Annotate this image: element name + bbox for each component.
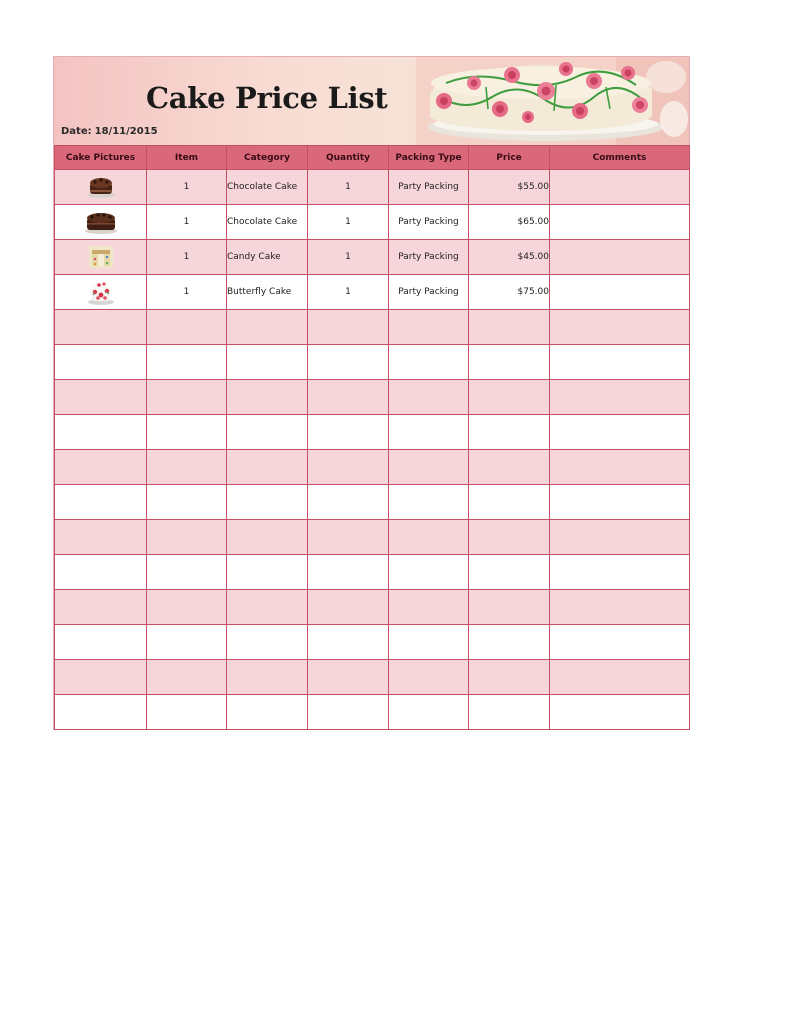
empty-cell xyxy=(469,485,550,520)
column-header: Price xyxy=(469,146,550,170)
packing-type-cell: Party Packing xyxy=(389,170,469,205)
table-header-row xyxy=(55,146,690,170)
empty-cell xyxy=(389,415,469,450)
empty-cell xyxy=(469,555,550,590)
empty-table-row xyxy=(55,555,690,590)
empty-cell xyxy=(389,380,469,415)
date-line xyxy=(61,126,158,137)
empty-cell xyxy=(308,380,389,415)
price-cell: $75.00 xyxy=(469,275,550,310)
empty-cell xyxy=(55,590,147,625)
column-header: Item xyxy=(147,146,227,170)
comments-cell xyxy=(550,170,690,205)
column-header: Cake Pictures xyxy=(55,146,147,170)
empty-cell xyxy=(308,450,389,485)
empty-cell xyxy=(227,555,308,590)
empty-cell xyxy=(147,520,227,555)
empty-cell xyxy=(389,660,469,695)
empty-cell xyxy=(550,660,690,695)
comments-cell xyxy=(550,205,690,240)
empty-cell xyxy=(389,590,469,625)
category-cell: Chocolate Cake xyxy=(227,170,308,205)
item-cell: 1 xyxy=(147,275,227,310)
empty-cell xyxy=(469,520,550,555)
price-cell: $55.00 xyxy=(469,170,550,205)
empty-cell xyxy=(227,485,308,520)
empty-cell xyxy=(389,310,469,345)
empty-table-row xyxy=(55,625,690,660)
empty-cell xyxy=(147,310,227,345)
packing-type-cell: Party Packing xyxy=(389,205,469,240)
empty-cell xyxy=(550,695,690,730)
column-header: Category xyxy=(227,146,308,170)
empty-cell xyxy=(389,520,469,555)
empty-table-row xyxy=(55,415,690,450)
empty-cell xyxy=(227,380,308,415)
empty-cell xyxy=(550,555,690,590)
empty-cell xyxy=(147,485,227,520)
packing-type-cell: Party Packing xyxy=(389,240,469,275)
empty-cell xyxy=(389,485,469,520)
empty-cell xyxy=(389,625,469,660)
table-row xyxy=(55,240,690,275)
price-cell: $65.00 xyxy=(469,205,550,240)
empty-cell xyxy=(147,660,227,695)
chocolate-cake-round-icon xyxy=(86,175,116,199)
chocolate-cake-layered-icon xyxy=(84,209,118,235)
empty-cell xyxy=(227,450,308,485)
empty-cell xyxy=(55,485,147,520)
empty-cell xyxy=(308,590,389,625)
empty-cell xyxy=(227,310,308,345)
empty-cell xyxy=(469,415,550,450)
price-cell: $45.00 xyxy=(469,240,550,275)
empty-cell xyxy=(227,695,308,730)
empty-cell xyxy=(308,555,389,590)
category-cell: Butterfly Cake xyxy=(227,275,308,310)
empty-cell xyxy=(147,695,227,730)
empty-cell xyxy=(55,380,147,415)
empty-cell xyxy=(389,555,469,590)
empty-cell xyxy=(308,660,389,695)
empty-cell xyxy=(308,415,389,450)
table-row xyxy=(55,205,690,240)
empty-cell xyxy=(55,520,147,555)
empty-table-row xyxy=(55,345,690,380)
table-row xyxy=(55,275,690,310)
empty-cell xyxy=(227,590,308,625)
empty-cell xyxy=(389,345,469,380)
price-list-sheet xyxy=(53,56,690,730)
cake-picture-cell xyxy=(55,275,147,310)
empty-table-row xyxy=(55,310,690,345)
empty-cell xyxy=(469,660,550,695)
rose-cake-image xyxy=(416,57,689,145)
empty-cell xyxy=(308,310,389,345)
empty-cell xyxy=(55,450,147,485)
header-banner xyxy=(54,57,689,145)
empty-table-row xyxy=(55,660,690,695)
quantity-cell: 1 xyxy=(308,240,389,275)
comments-cell xyxy=(550,275,690,310)
empty-cell xyxy=(55,310,147,345)
page-title: Cake Price List xyxy=(146,81,388,115)
empty-table-row xyxy=(55,450,690,485)
empty-cell xyxy=(550,450,690,485)
empty-cell xyxy=(147,345,227,380)
empty-cell xyxy=(550,310,690,345)
empty-table-row xyxy=(55,590,690,625)
column-header: Quantity xyxy=(308,146,389,170)
column-header: Packing Type xyxy=(389,146,469,170)
category-cell: Chocolate Cake xyxy=(227,205,308,240)
quantity-cell: 1 xyxy=(308,170,389,205)
table-row xyxy=(55,170,690,205)
empty-cell xyxy=(469,450,550,485)
empty-cell xyxy=(308,695,389,730)
empty-table-row xyxy=(55,380,690,415)
empty-cell xyxy=(469,310,550,345)
empty-cell xyxy=(308,345,389,380)
empty-cell xyxy=(55,555,147,590)
empty-cell xyxy=(55,415,147,450)
empty-table-row xyxy=(55,695,690,730)
empty-cell xyxy=(469,380,550,415)
item-cell: 1 xyxy=(147,205,227,240)
packing-type-cell: Party Packing xyxy=(389,275,469,310)
empty-cell xyxy=(308,520,389,555)
item-cell: 1 xyxy=(147,240,227,275)
empty-cell xyxy=(55,625,147,660)
empty-cell xyxy=(147,625,227,660)
empty-cell xyxy=(227,625,308,660)
column-header: Comments xyxy=(550,146,690,170)
empty-cell xyxy=(389,695,469,730)
date-label: Date: xyxy=(61,126,92,137)
empty-cell xyxy=(469,695,550,730)
empty-cell xyxy=(469,590,550,625)
empty-cell xyxy=(550,520,690,555)
empty-cell xyxy=(147,380,227,415)
empty-cell xyxy=(227,415,308,450)
empty-table-row xyxy=(55,485,690,520)
quantity-cell: 1 xyxy=(308,205,389,240)
empty-cell xyxy=(55,695,147,730)
empty-cell xyxy=(550,485,690,520)
category-cell: Candy Cake xyxy=(227,240,308,275)
cake-picture-cell xyxy=(55,240,147,275)
empty-cell xyxy=(550,625,690,660)
empty-cell xyxy=(55,345,147,380)
empty-cell xyxy=(55,660,147,695)
empty-cell xyxy=(469,625,550,660)
comments-cell xyxy=(550,240,690,275)
empty-cell xyxy=(550,590,690,625)
empty-cell xyxy=(550,380,690,415)
cake-picture-cell xyxy=(55,170,147,205)
empty-cell xyxy=(147,450,227,485)
empty-cell xyxy=(550,415,690,450)
empty-table-row xyxy=(55,520,690,555)
price-table xyxy=(54,145,690,730)
candy-cake-icon xyxy=(88,244,114,270)
empty-cell xyxy=(227,345,308,380)
empty-cell xyxy=(227,520,308,555)
quantity-cell: 1 xyxy=(308,275,389,310)
empty-cell xyxy=(469,345,550,380)
empty-cell xyxy=(308,625,389,660)
empty-cell xyxy=(147,590,227,625)
cake-picture-cell xyxy=(55,205,147,240)
empty-cell xyxy=(147,555,227,590)
empty-cell xyxy=(227,660,308,695)
empty-cell xyxy=(308,485,389,520)
empty-cell xyxy=(550,345,690,380)
item-cell: 1 xyxy=(147,170,227,205)
empty-cell xyxy=(389,450,469,485)
butterfly-cake-icon xyxy=(86,278,116,306)
empty-cell xyxy=(147,415,227,450)
date-value: 18/11/2015 xyxy=(94,126,158,137)
